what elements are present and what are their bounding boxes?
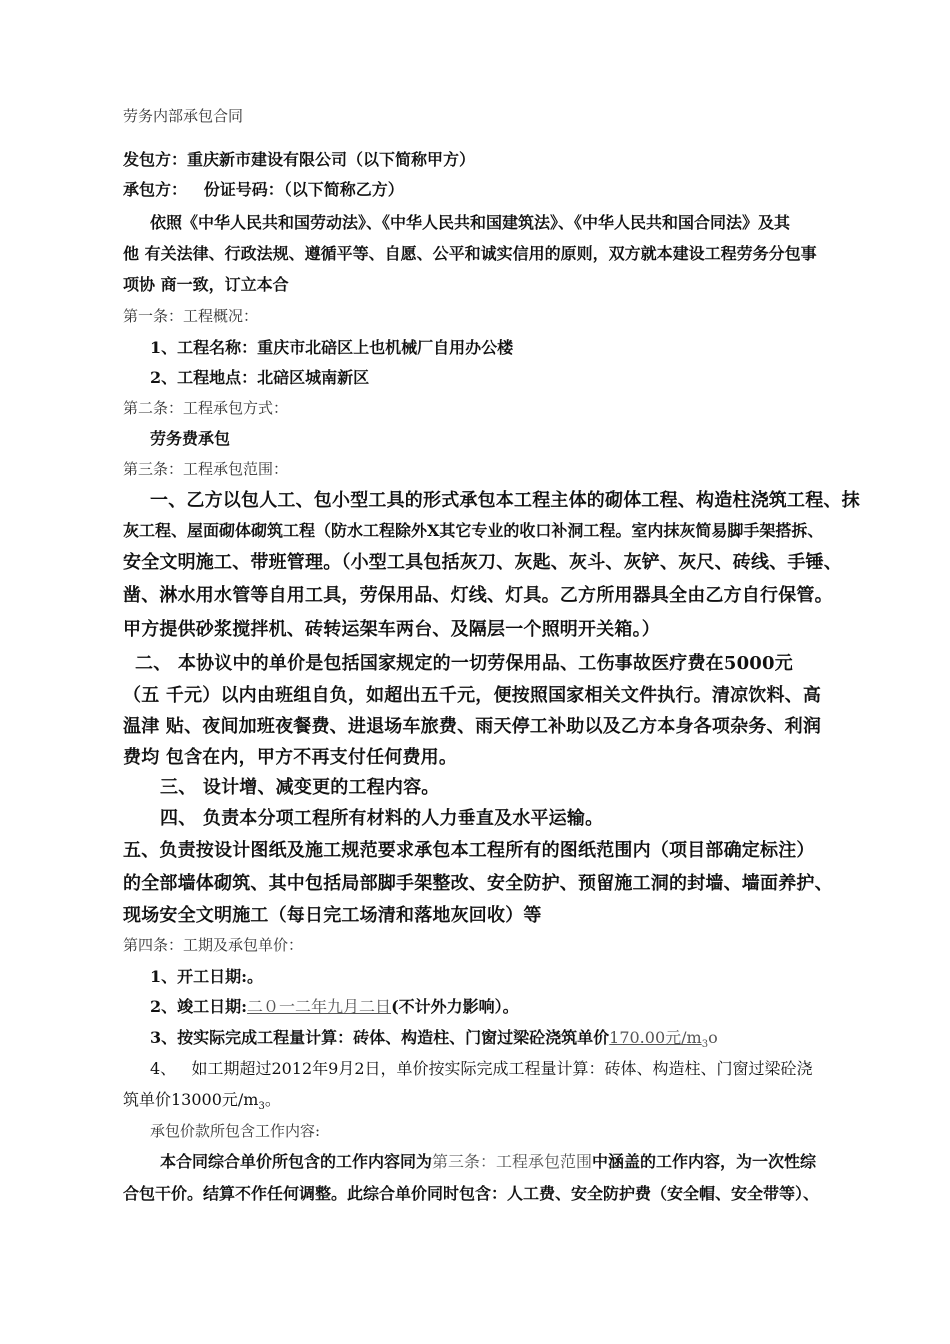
scope-item-5-line-2: 的全部墙体砌筑、其中包括局部脚手架整改、安全防护、预留施工洞的封墙、墙面养护、 [123,873,833,894]
overtime-price-line-2 [123,1090,281,1113]
completion-date-note: (不计外力影响）。 [391,997,519,1016]
article-2-heading: 第二条：工程承包方式： [123,399,289,417]
scope-item-5-line-1: 五、负责按设计图纸及施工规范要求承包本工程所有的图纸范围内（项目部确定标注） [123,840,815,861]
project-location: 2、工程地点：北碚区城南新区 [150,368,370,387]
scope-item-1-line-2: 灰工程、屋面砌体砌筑工程（防水工程除外X其它专业的收口补洞工程。室内抹灰简易脚手架搭拆、 [123,521,824,540]
scope-item-1-line-1: 一、乙方以包人工、包小型工具的形式承包本工程主体的砌体工程、构造柱浇筑工程、抹 [150,490,860,511]
scope-item-2-line-2: （五 千元）以内由班组自负，如超出五千元，便按照国家相关文件执行。清凉饮料、高 [123,685,822,706]
preamble-line-1: 依照《中华人民共和国劳动法》、《中华人民共和国建筑法》、《中华人民共和国合同法》及其 [150,213,791,232]
article-1-heading: 第一条：工程概况： [123,307,259,325]
completion-date-value: 二０一二年九月二日 [247,997,392,1016]
price-contents-line-2: 合包干价。结算不作任何调整。此综合单价同时包含：人工费、安全防护费（安全帽、安全带等）、 [123,1184,820,1203]
scope-item-4: 四、 负责本分项工程所有材料的人力垂直及水平运输。 [160,808,604,829]
scope-item-2-line-4: 费均 包含在内，甲方不再支付任何费用。 [123,747,458,768]
overtime-price-exponent: 3 [258,1101,265,1113]
price-contents-heading: 承包价款所包含工作内容: [150,1122,321,1140]
unit-price-value: 170.00元/m [609,1028,702,1047]
start-date: 1、开工日期:。 [150,967,264,986]
article-4-heading: 第四条：工期及承包单价： [123,936,304,954]
article-3-heading: 第三条：工程承包范围： [123,460,289,478]
employer-line: 发包方：重庆新市建设有限公司（以下简称甲方） [123,150,476,169]
unit-price-exponent: 3 [701,1039,709,1051]
scope-item-1-line-3: 安全文明施工、带班管理。（小型工具包括灰刀、灰匙、灰斗、灰铲、灰尺、砖线、手锤、 [123,552,842,573]
scope-item-3: 三、 设计增、减变更的工程内容。 [160,777,440,798]
unit-price-line [150,1028,718,1051]
scope-item-1-line-4: 凿、淋水用水管等自用工具，劳保用品、灯线、灯具。乙方所用器具全由乙方自行保管。 [123,585,833,606]
overtime-price-label: 筑单价13000元/m [123,1090,259,1109]
overtime-price-end: 。 [264,1090,281,1109]
unit-price-end: o [708,1028,718,1047]
price-contents-text-a: 本合同综合单价所包含的工作内容同为 [160,1152,433,1171]
overtime-price-line-1: 4、 如工期超过2012年9月2日，单价按实际完成工程量计算：砖体、构造柱、门窗过梁砼浇 [150,1059,813,1078]
scope-item-1-line-5: 甲方提供砂浆搅拌机、砖转运架车两台、及隔层一个照明开关箱。） [123,619,660,640]
completion-date [150,997,519,1016]
preamble-line-3: 项协 商一致，订立本合 [123,275,289,294]
scope-item-2-line-3: 温津 贴、夜间加班夜餐费、进退场车旅费、雨天停工补助以及乙方本身各项杂务、利润 [123,716,822,737]
project-name: 1、工程名称：重庆市北碚区上也机械厂自用办公楼 [150,338,514,357]
document-title: 劳务内部承包合同 [123,107,244,125]
contract-mode: 劳务费承包 [150,429,231,448]
completion-date-label: 2、竣工日期: [150,997,248,1016]
scope-item-2-line-1: 二、 本协议中的单价是包括国家规定的一切劳保用品、工伤事故医疗费在5000元 [135,653,793,674]
contractor-line: 承包方： 份证号码：（以下简称乙方） [123,180,404,199]
unit-price-label: 3、按实际完成工程量计算：砖体、构造柱、门窗过梁砼浇筑单价 [150,1028,610,1047]
preamble-line-2: 他 有关法律、行政法规、遵循平等、自愿、公平和诚实信用的原则，双方就本建设工程劳务分包事 [123,244,817,263]
price-contents-line-1 [160,1152,816,1171]
price-contents-text-b: 中涵盖的工作内容，为一次性综 [592,1152,817,1171]
price-contents-reference: 第三条：工程承包范围 [432,1152,593,1171]
scope-item-5-line-3: 现场安全文明施工（每日完工场清和落地灰回收）等 [123,905,542,926]
